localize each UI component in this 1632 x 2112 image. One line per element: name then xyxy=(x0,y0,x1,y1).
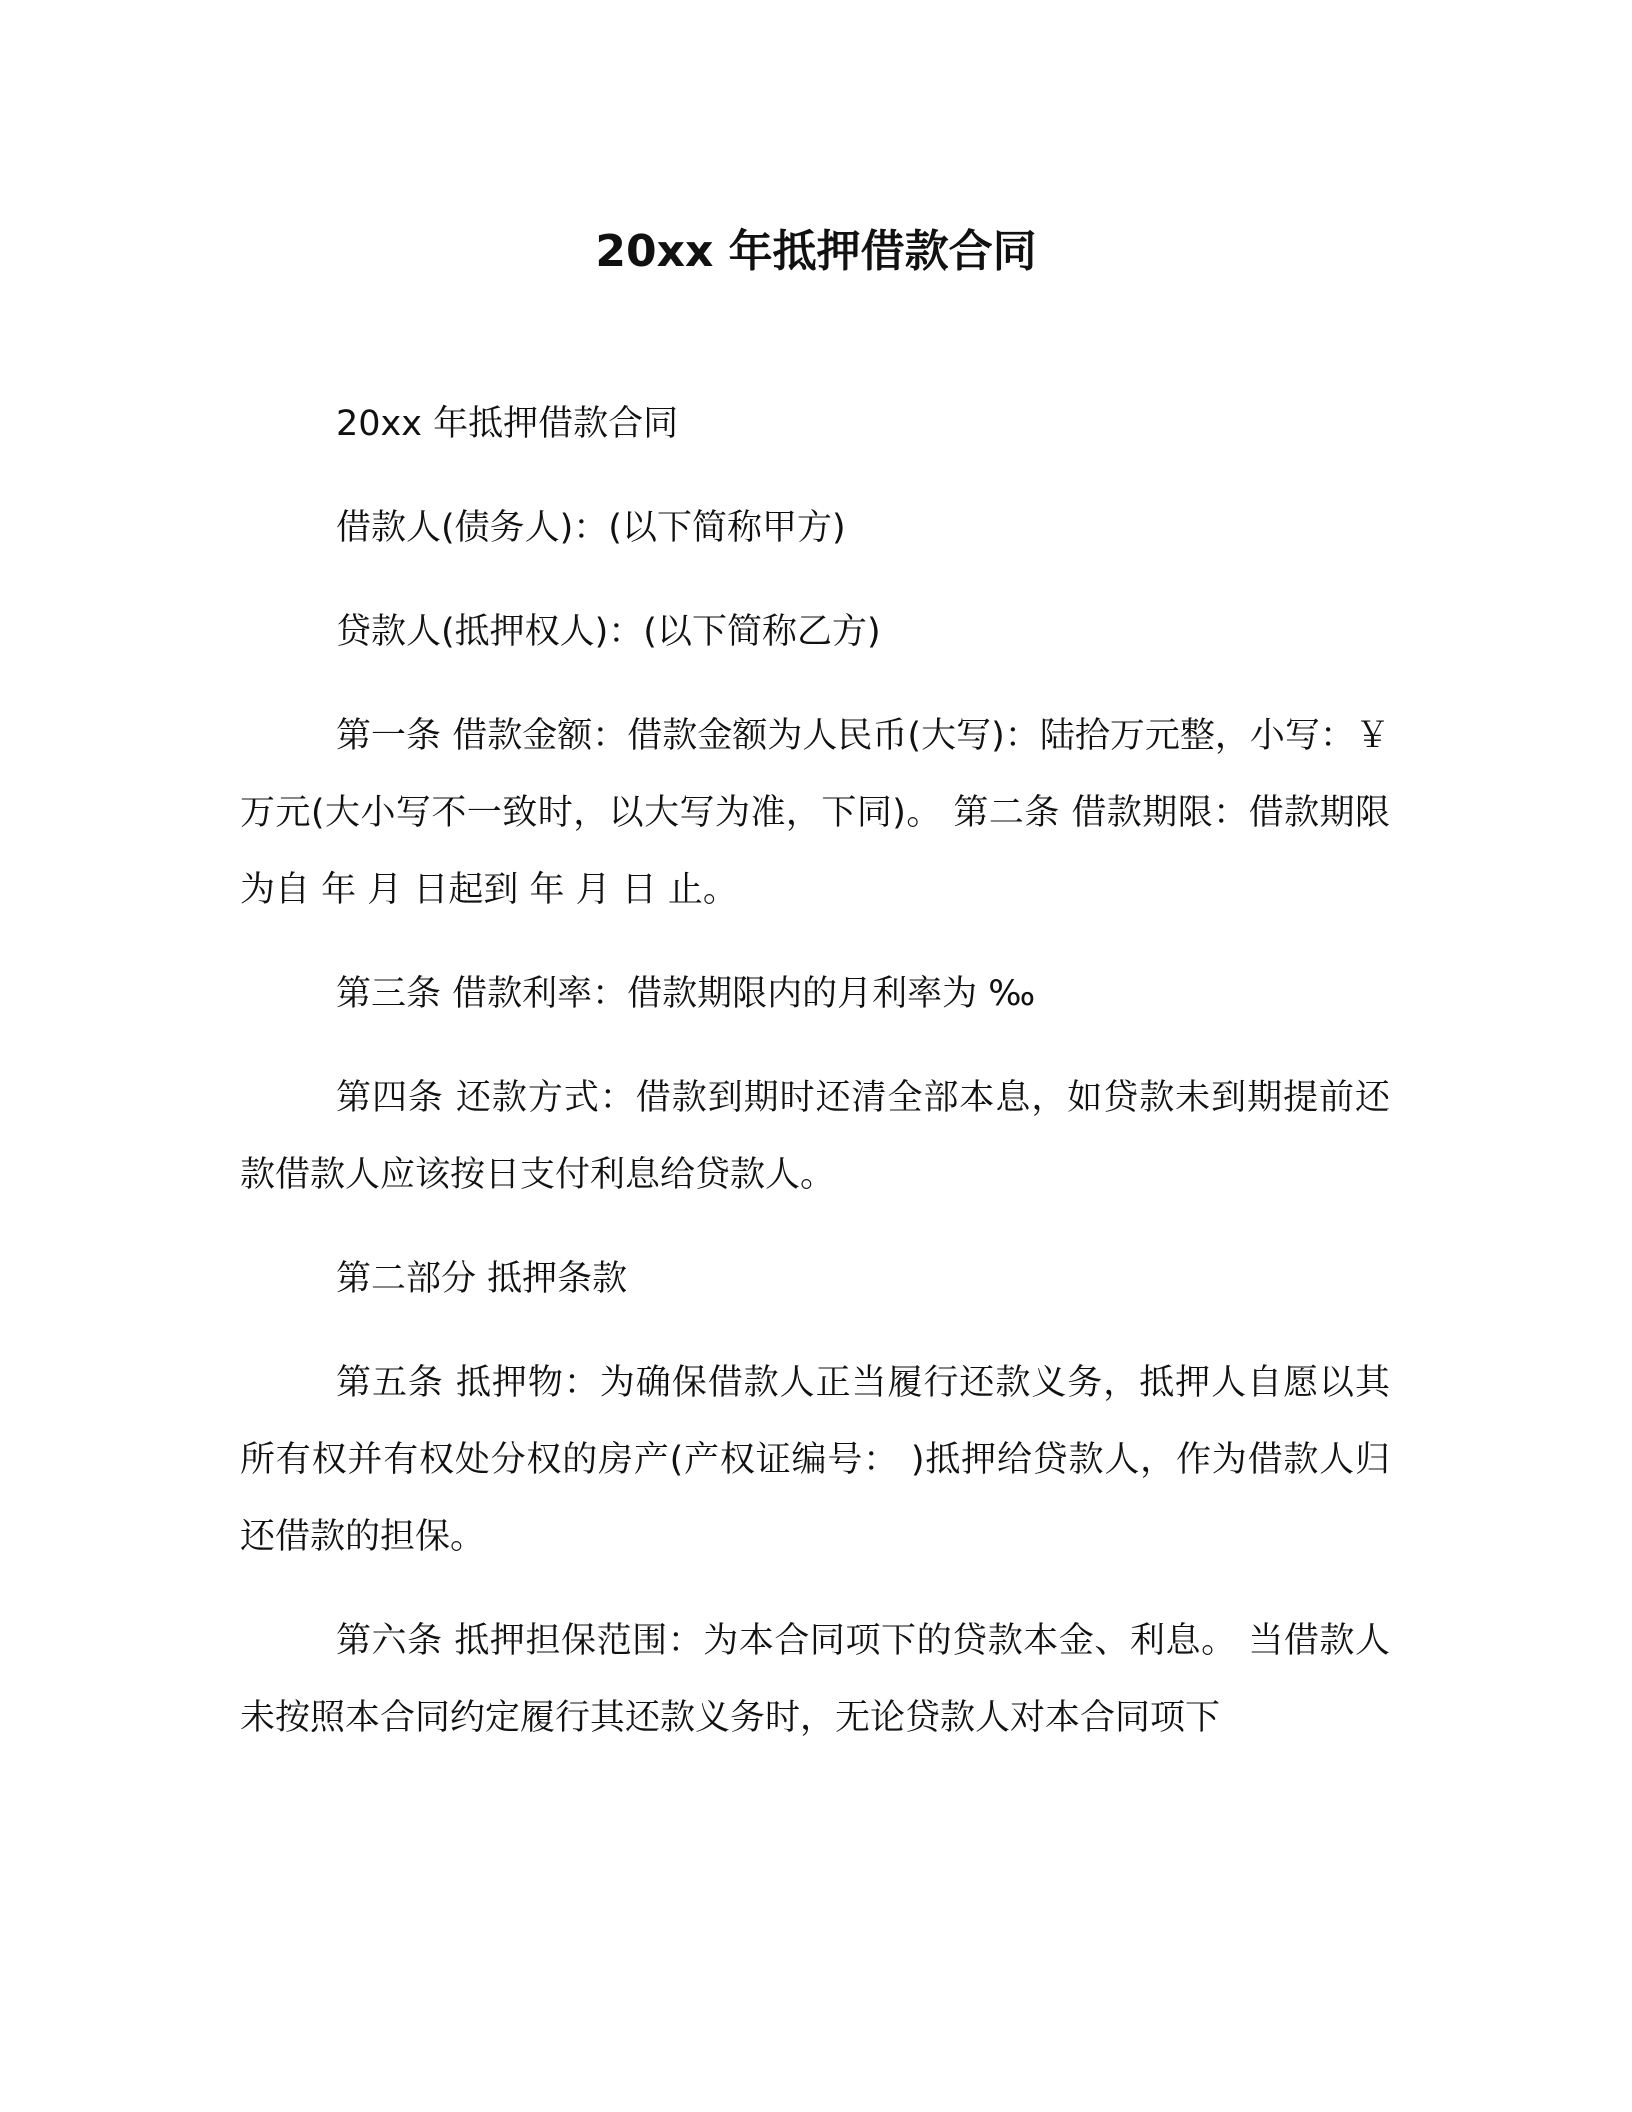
paragraph-article-3: 第三条 借款利率：借款期限内的月利率为 ‰ xyxy=(336,974,1036,1014)
paragraph-part-2-heading: 第二部分 抵押条款 xyxy=(336,1259,628,1299)
paragraph-subtitle: 20xx 年抵押借款合同 xyxy=(336,404,679,444)
paragraph-borrower: 借款人(债务人)：(以下简称甲方) xyxy=(336,508,846,548)
paragraph-article-4: 第四条 还款方式：借款到期时还清全部本息，如贷款未到期提前还款借款人应该按日支付利息给贷款人。 xyxy=(240,1078,1390,1195)
paragraph-article-1-2: 第一条 借款金额：借款金额为人民币(大写)：陆拾万元整，小写：￥ 万元(大小写不一致时，以大写为准，下同)。 第二条 借款期限：借款期限为自 年 月 日起到 年 月 日 止。 xyxy=(240,716,1390,910)
document-title: 20xx 年抵押借款合同 xyxy=(595,226,1037,277)
paragraph-article-6: 第六条 抵押担保范围：为本合同项下的贷款本金、利息。 当借款人未按照本合同约定履行其还款义务时，无论贷款人对本合同项下 xyxy=(240,1621,1390,1738)
paragraph-article-5: 第五条 抵押物：为确保借款人正当履行还款义务，抵押人自愿以其所有权并有权处分权的房产(产权证编号： )抵押给贷款人，作为借款人归还借款的担保。 xyxy=(240,1363,1390,1557)
paragraph-lender: 贷款人(抵押权人)：(以下简称乙方) xyxy=(336,612,881,652)
document-body xyxy=(240,386,1390,1784)
